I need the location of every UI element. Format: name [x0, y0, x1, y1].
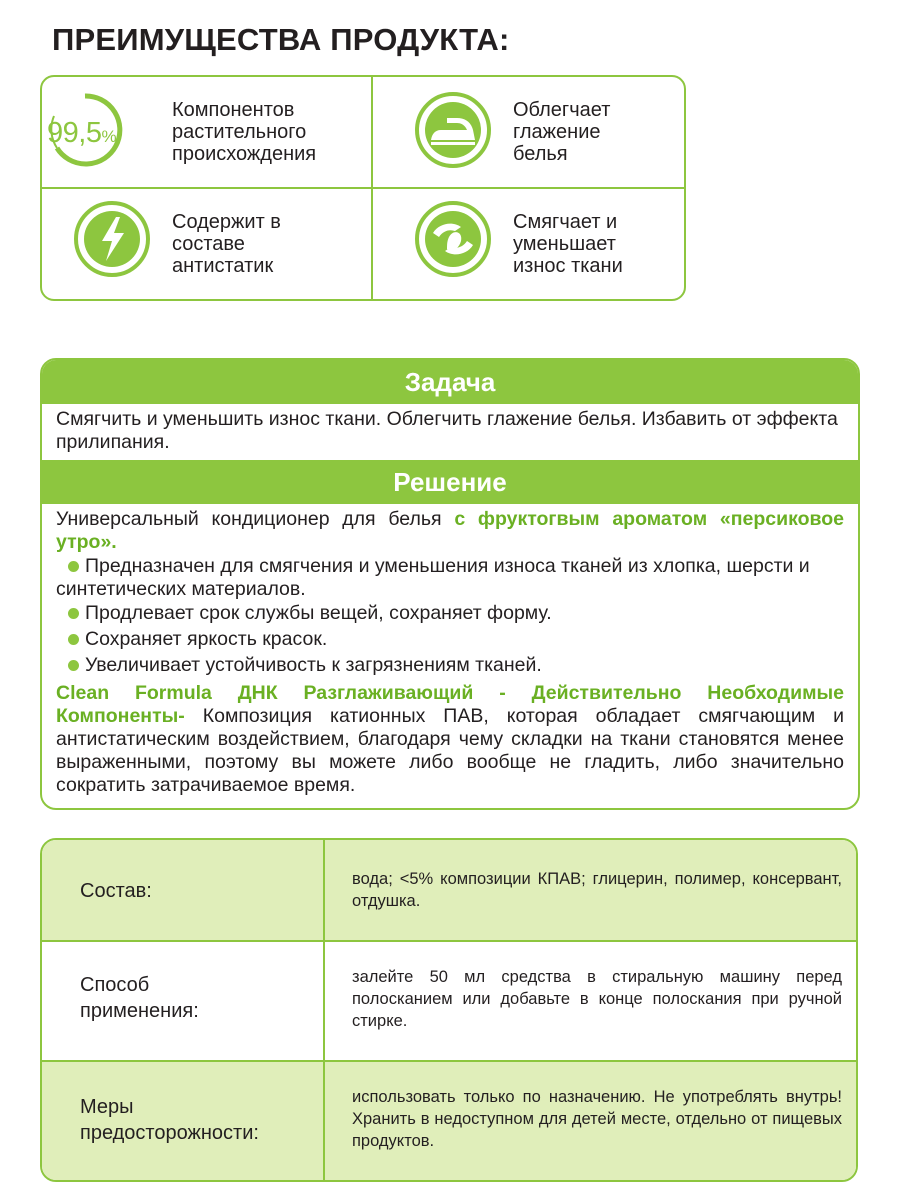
table-row-value: вода; <5% композиции КПАВ; глицерин, полимер, консервант, отдушка.	[352, 870, 842, 910]
solution-bullet: Предназначен для смягчения и уменьшения износа тканей из хлопка, шерсти и синтетических материалов.	[56, 555, 810, 600]
solution-bullet: Увеличивает устойчивость к загрязнениям тканей.	[56, 654, 844, 677]
bullet-dot	[68, 561, 79, 572]
advantage-natural-components	[42, 77, 362, 187]
table-row-label: Способ применения:	[80, 974, 199, 1022]
advantages-grid	[40, 75, 686, 301]
bullet-dot	[68, 634, 79, 645]
advantage-text: Компонентов растительного происхождения	[172, 99, 317, 165]
advantage-softening	[373, 189, 693, 299]
task-header: Задача	[42, 360, 858, 404]
table-row-label: Меры предосторожности:	[80, 1096, 259, 1144]
solution-header: Решение	[42, 460, 858, 504]
solution-bullet: Сохраняет яркость красок.	[56, 628, 844, 651]
advantage-text: Смягчает и уменьшает износ ткани	[513, 211, 623, 277]
task-solution-panel	[40, 358, 860, 810]
iron-icon	[413, 90, 493, 170]
advantage-text: Облегчает глажение белья	[513, 99, 611, 165]
percent-value: 99,5%	[47, 117, 117, 149]
lightning-icon	[72, 199, 152, 279]
bullet-dot	[68, 608, 79, 619]
brand-description: Clean Formula ДНК Разглаживающий - Действительно Необходимые Компоненты- Композиция катионных ПАВ, которая обладает смягчающим и антистатическим воздействием, благодаря чему складки на ткани становятся менее выраженными, поэтому вы можете либо вообще не гладить, либо значительно сократить затрачиваемое время.	[56, 682, 845, 796]
table-row-label: Состав:	[80, 880, 152, 902]
table-row-value: использовать только по назначению. Не употреблять внутрь! Хранить в недоступном для детей месте, отдельно от пищевых продуктов.	[352, 1088, 842, 1150]
table-row	[42, 942, 856, 1060]
solution-intro: Универсальный кондиционер для белья с фруктогвым ароматом «персиковое утро».	[56, 508, 844, 553]
table-row-value: залейте 50 мл средства в стиральную машину перед полосканием или добавьте в конце полоскания при ручной стирке.	[352, 968, 842, 1030]
advantage-ironing	[373, 77, 693, 187]
table-row	[42, 840, 856, 940]
task-text: Смягчить и уменьшить износ ткани. Облегчить глажение белья. Избавить от эффекта прилипания.	[56, 408, 838, 453]
advantage-text: Содержит в составе антистатик	[172, 211, 281, 277]
page-title: ПРЕИМУЩЕСТВА ПРОДУКТА:	[52, 22, 510, 57]
hands-leaf-icon	[413, 199, 493, 279]
advantage-antistatic	[42, 189, 362, 299]
bullet-dot	[68, 660, 79, 671]
properties-table	[40, 838, 858, 1182]
table-row	[42, 1062, 856, 1182]
solution-bullet: Продлевает срок службы вещей, сохраняет форму.	[56, 602, 844, 625]
column-divider	[323, 840, 325, 1180]
